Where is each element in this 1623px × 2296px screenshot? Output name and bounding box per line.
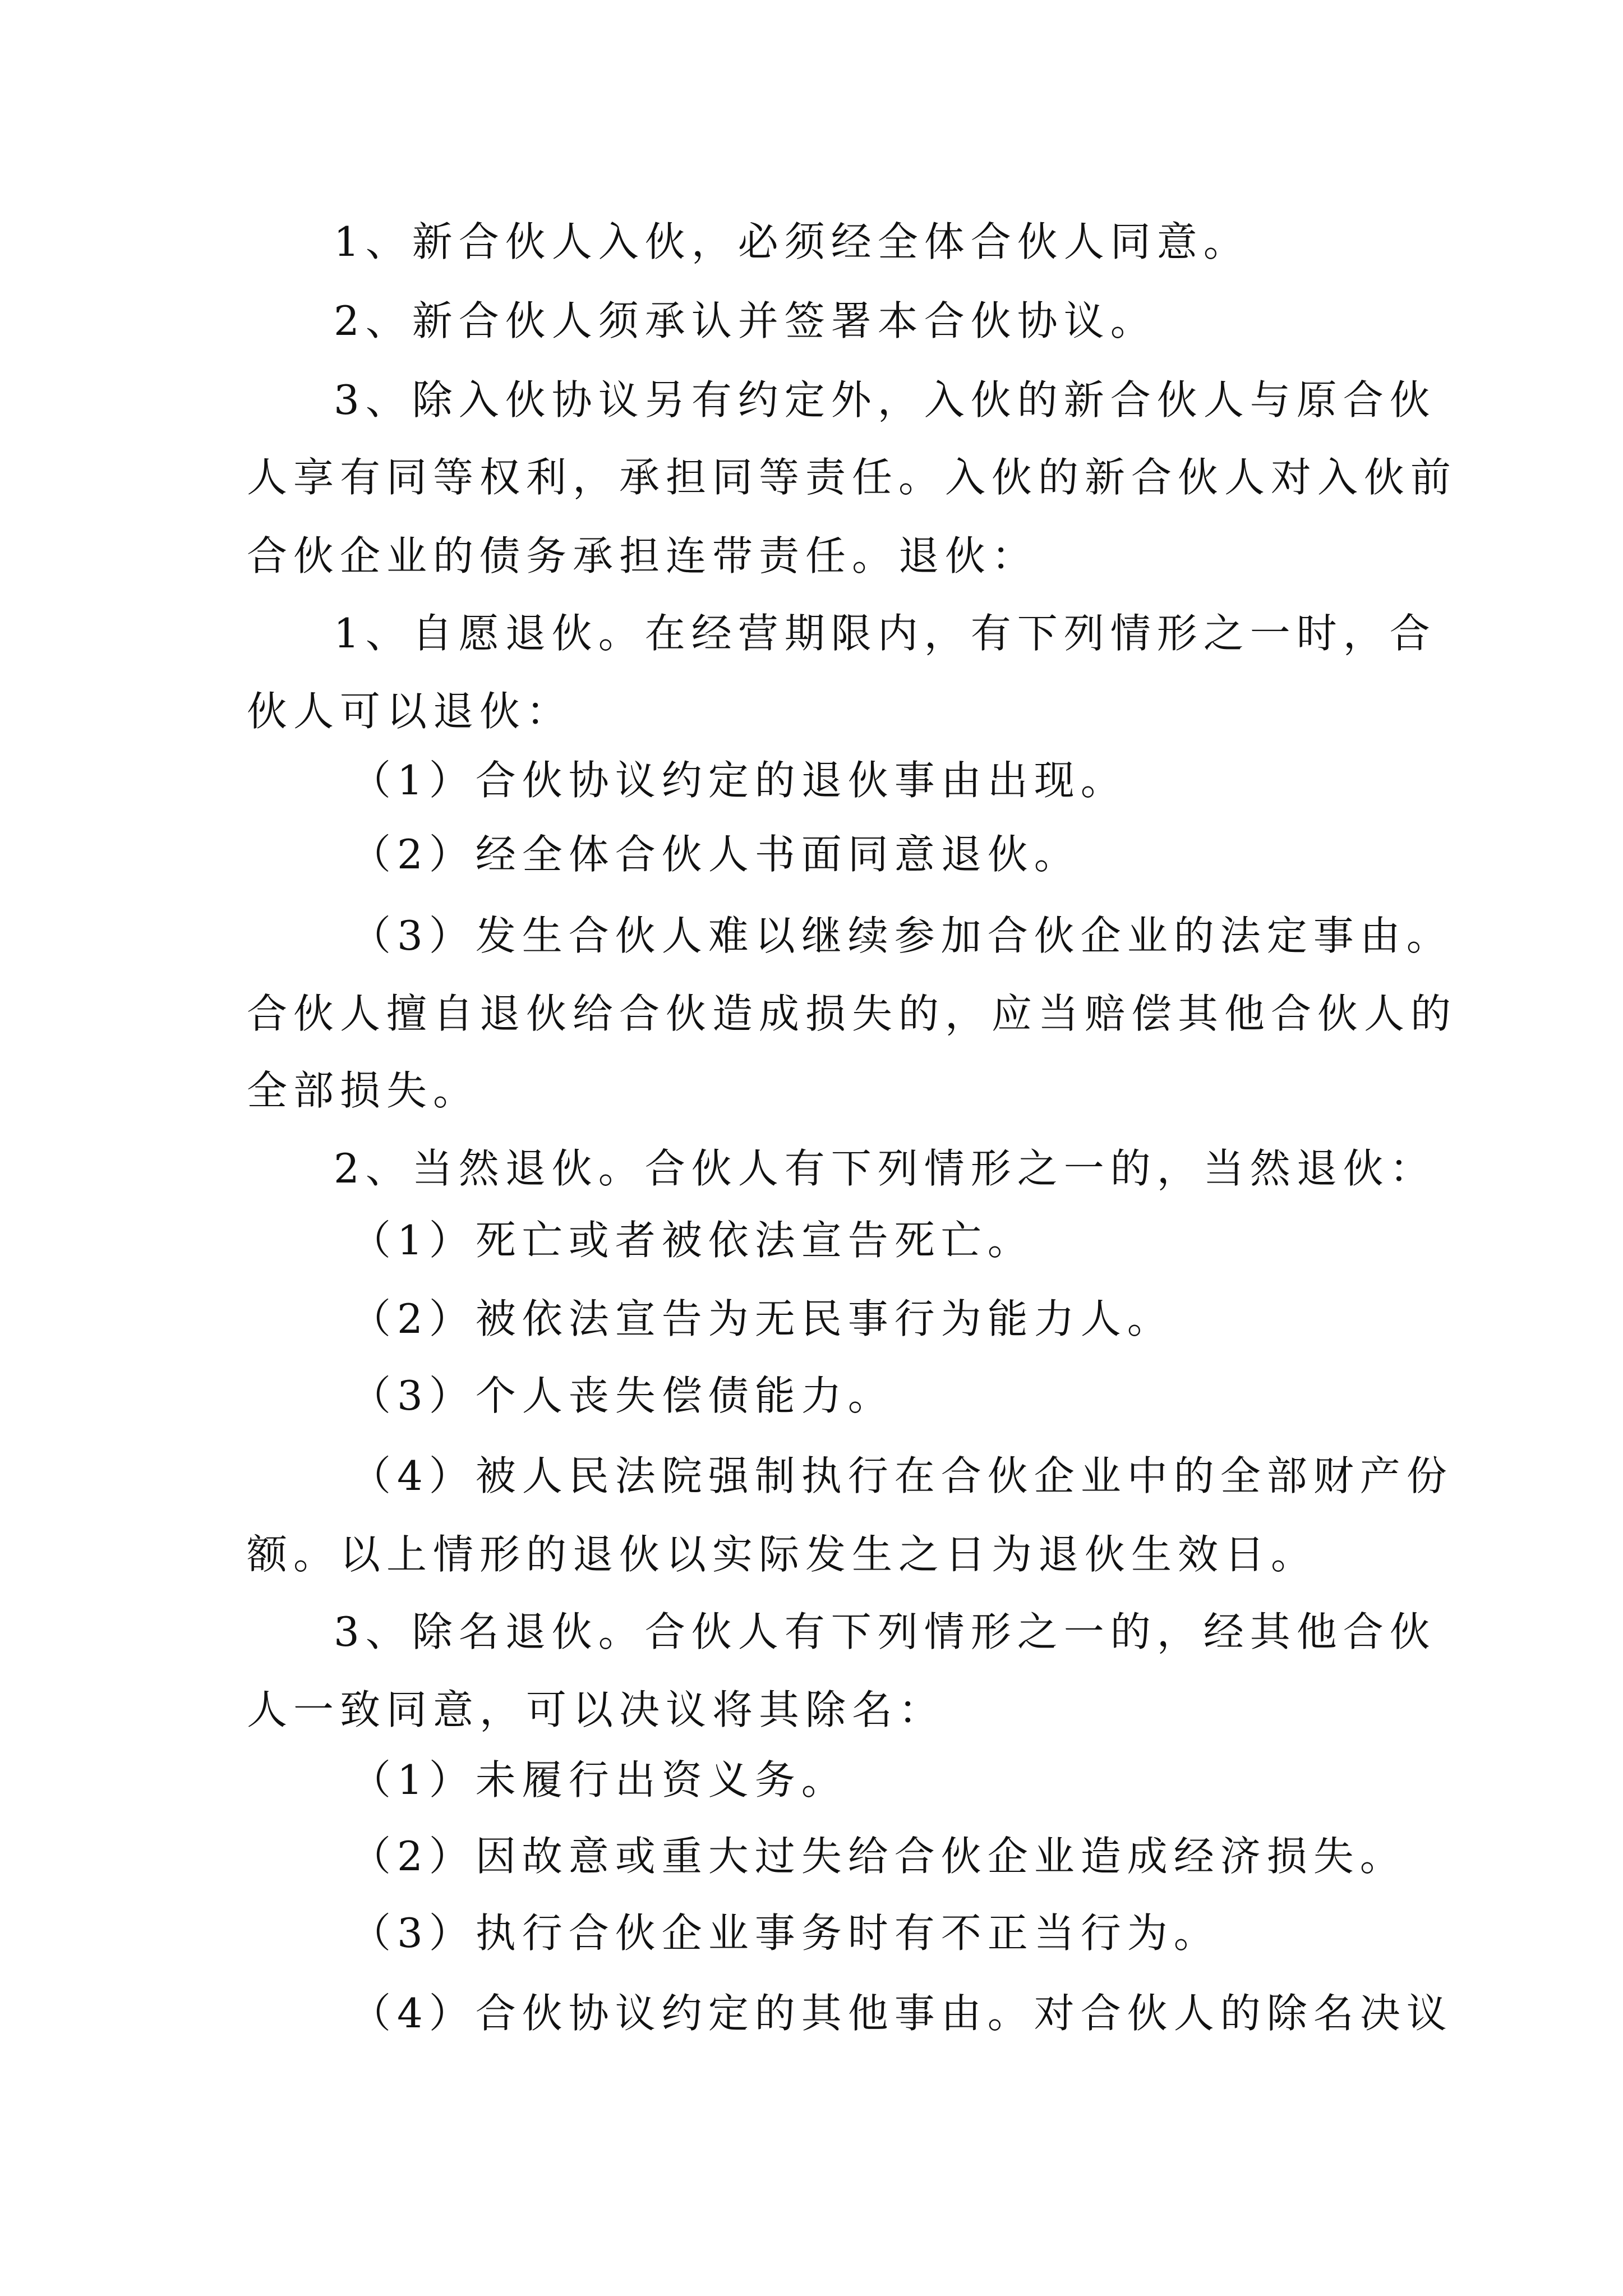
paragraph-line: 1、新合伙人入伙，必须经全体合伙人同意。 [334,218,1250,265]
list-item-line: （1）死亡或者被依法宣告死亡。 [351,1217,1034,1264]
paragraph-line: 1、自愿退伙。在经营期限内，有下列情形之一时，合 [334,610,1436,657]
paragraph-line: 额。以上情形的退伙以实际发生之日为退伙生效日。 [247,1531,1318,1578]
paragraph-line: 3、除入伙协议另有约定外，入伙的新合伙人与原合伙 [334,376,1436,424]
list-item-line: （2）被依法宣告为无民事行为能力人。 [351,1295,1174,1342]
paragraph-line: 伙人可以退伙： [247,688,573,735]
paragraph-line: 3、除名退伙。合伙人有下列情形之一的，经其他合伙 [334,1608,1436,1655]
list-item-line: （2）经全体合伙人书面同意退伙。 [351,831,1081,878]
list-item-line: （4）合伙协议约定的其他事由。对合伙人的除名决议 [351,1990,1453,2037]
list-item-line: （3）个人丧失偿债能力。 [351,1372,895,1419]
list-item-line: （1）未履行出资义务。 [351,1756,848,1803]
paragraph-line: 2、新合伙人须承认并签署本合伙协议。 [334,297,1157,344]
paragraph-line: 全部损失。 [247,1067,480,1114]
list-item-line: （3）发生合伙人难以继续参加合伙企业的法定事由。 [351,912,1453,959]
paragraph-line: 2、当然退伙。合伙人有下列情形之一的，当然退伙： [334,1145,1436,1192]
paragraph-line: 合伙人擅自退伙给合伙造成损失的，应当赔偿其他合伙人的 [247,990,1458,1037]
list-item-line: （3）执行合伙企业事务时有不正当行为。 [351,1910,1220,1957]
paragraph-line: 人享有同等权利，承担同等责任。入伙的新合伙人对入伙前 [247,454,1458,501]
paragraph-line: 人一致同意，可以决议将其除名： [247,1686,946,1733]
list-item-line: （1）合伙协议约定的退伙事由出现。 [351,757,1127,804]
paragraph-line: 合伙企业的债务承担连带责任。退伙： [247,532,1039,579]
list-item-line: （2）因故意或重大过失给合伙企业造成经济损失。 [351,1833,1407,1880]
list-item-line: （4）被人民法院强制执行在合伙企业中的全部财产份 [351,1452,1453,1499]
